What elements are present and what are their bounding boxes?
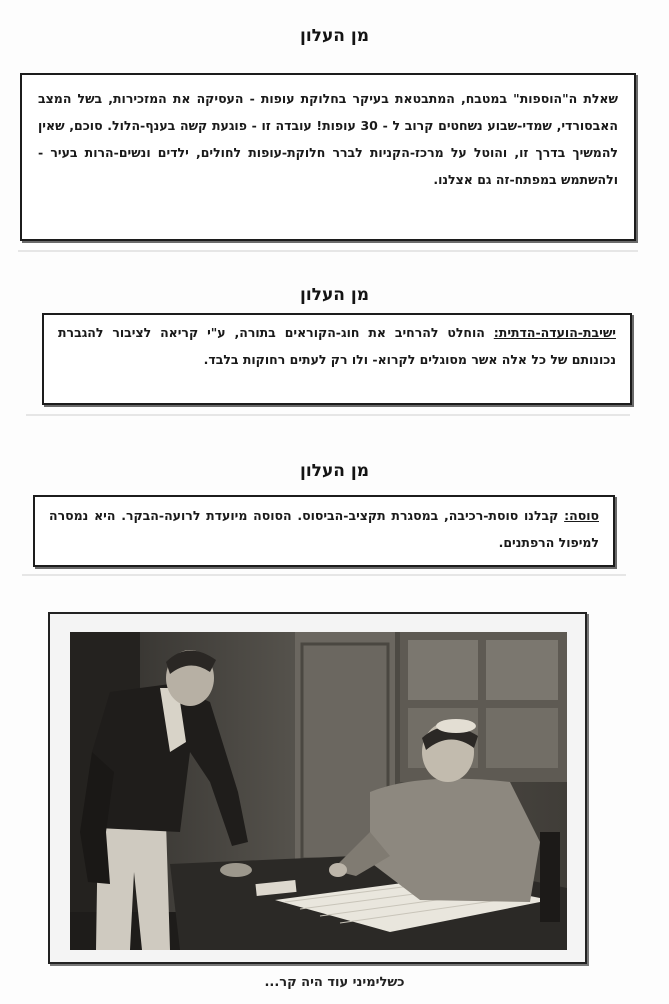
photo-illustration	[70, 632, 567, 950]
notice-1-heading: מן העלון	[299, 26, 369, 46]
notice-3-heading: מן העלון	[299, 461, 369, 481]
notice-2-lead: ישיבת-הועדה-הדתית:	[493, 325, 616, 340]
notice-1-box	[20, 73, 636, 241]
notice-3-lead: סוסה:	[564, 508, 599, 523]
notice-2-text	[58, 319, 616, 373]
notice-2-box	[42, 313, 632, 405]
notice-1-text: שאלת ה"הוספות" במטבח, המתבטאת בעיקר בחלוקת עופות - העסיקה את המזכירות, בשל המצב האבסורדי, שמדי-שבוע נשחטים קרוב ל - 30 עופות! עובדה זו - פוגעת קשה בענף-הלול. סוכם, שאין להמשיך בדרך זו, והוטל על מרכז-הקניות לברר חלוקת-עופות לחולים, ילדים ונשים-הרות בעיר - ולהשתמש במפתח-זה גם אצלנו.	[38, 91, 618, 187]
notice-2-body: הוחלט להרחיב את חוג-הקוראים בתורה, ע"י קריאה לציבור להגברת נכונותם של כל אלה אשר מסוגלים לקרוא- ולו רק לעתים רחוקות בלבד.	[58, 325, 616, 367]
archival-photograph	[70, 632, 567, 950]
divider-1	[18, 250, 638, 252]
photo-frame	[48, 612, 587, 964]
divider-2	[26, 414, 630, 416]
notice-3-box	[33, 495, 615, 567]
notice-3-body: קבלנו סוסת-רכיבה, במסגרת תקציב-הביסוס. הסוסה מיועדת לרועה-הבקר. היא נמסרה למיפול הרפתנים.	[49, 508, 599, 550]
divider-3	[22, 574, 626, 576]
notice-3-text	[49, 502, 599, 556]
notice-2-heading: מן העלון	[299, 285, 369, 305]
photo-caption: כשלימיני עוד היה קר...	[264, 975, 405, 990]
